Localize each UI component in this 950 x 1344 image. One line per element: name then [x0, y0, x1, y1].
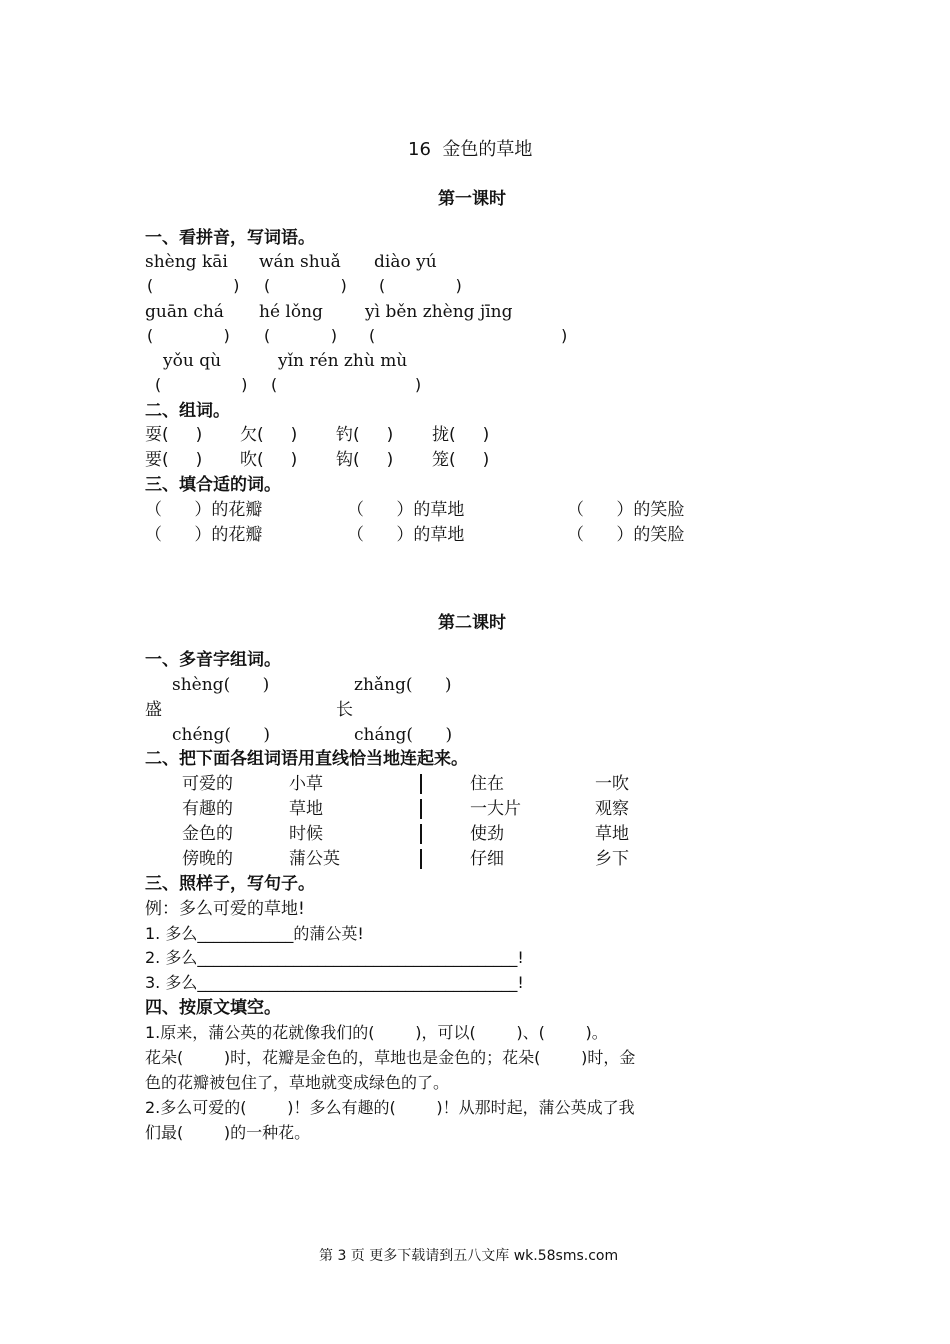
match-word: 可爱的	[182, 774, 233, 794]
pinyin: yǐn rén zhù mù	[278, 351, 408, 371]
cloze-line: 们最( )的一种花。	[145, 1123, 311, 1142]
word-item: 吹( )	[240, 450, 298, 470]
pinyin: yì běn zhèng jīng	[365, 302, 513, 322]
match-word: 仔细	[470, 849, 504, 869]
phrase-item: （ ）的草地	[347, 525, 465, 545]
polyphone-char: 长	[336, 700, 353, 720]
word-item: 钓( )	[336, 425, 394, 445]
phrase-item: （ ）的花瓣	[145, 525, 263, 545]
l2-s4-heading: 四、按原文填空。	[145, 998, 281, 1018]
page-footer: 第 3 页 更多下载请到五八文库 wk.58sms.com	[319, 1248, 619, 1264]
match-word: 金色的	[182, 824, 233, 844]
phrase-item: （ ）的笑脸	[567, 525, 685, 545]
l1-s3-heading: 三、填合适的词。	[145, 475, 281, 495]
word-item: 欠( )	[240, 425, 298, 445]
word-item: 钩( )	[336, 450, 394, 470]
match-word: 草地	[289, 799, 323, 819]
match-word: 蒲公英	[289, 849, 340, 869]
cloze-line: 色的花瓣被包住了，草地就变成绿色的了。	[145, 1073, 450, 1092]
match-word: 使劲	[470, 824, 504, 844]
word-item: 耍( )	[145, 425, 203, 445]
l2-s2-heading: 二、把下面各组词语用直线恰当地连起来。	[145, 749, 468, 769]
answer-blank: ( )	[153, 375, 250, 394]
polyphone-pinyin: chéng( )	[172, 725, 271, 745]
pinyin: hé lǒng	[259, 302, 323, 322]
lesson2-heading: 第二课时	[438, 613, 506, 633]
sentence-question: 1. 多么____________的蒲公英!	[145, 924, 364, 943]
pinyin: yǒu qù	[163, 351, 222, 371]
column-divider	[420, 799, 422, 819]
l2-s3-heading: 三、照样子，写句子。	[145, 874, 315, 894]
word-item: 笼( )	[432, 450, 490, 470]
polyphone-pinyin: shèng( )	[172, 675, 270, 695]
cloze-line: 花朵( )时，花瓣是金色的，草地也是金色的；花朵( )时，金	[145, 1048, 636, 1067]
match-word: 一大片	[470, 799, 521, 819]
phrase-item: （ ）的草地	[347, 500, 465, 520]
match-word: 有趣的	[182, 799, 233, 819]
pinyin: guān chá	[145, 302, 224, 322]
word-item: 拢( )	[432, 425, 490, 445]
match-word: 草地	[595, 824, 629, 844]
sentence-question: 3. 多么________________________________________!	[145, 973, 524, 992]
answer-blank: ( )	[145, 276, 242, 295]
example-sentence: 例：多么可爱的草地!	[145, 899, 305, 919]
match-word: 傍晚的	[182, 849, 233, 869]
match-word: 小草	[289, 774, 323, 794]
answer-blank: ( )	[367, 326, 570, 345]
answer-blank: ( )	[377, 276, 464, 295]
answer-blank: ( )	[262, 276, 349, 295]
answer-blank: ( )	[269, 375, 424, 394]
pinyin: diào yú	[374, 252, 437, 272]
l1-s2-heading: 二、组词。	[145, 401, 230, 421]
lesson1-heading: 第一课时	[438, 189, 506, 209]
match-word: 时候	[289, 824, 323, 844]
match-word: 一吹	[595, 774, 629, 794]
column-divider	[420, 774, 422, 794]
sentence-question: 2. 多么________________________________________!	[145, 948, 524, 967]
pinyin: shèng kāi	[145, 252, 228, 272]
phrase-item: （ ）的笑脸	[567, 500, 685, 520]
l2-s1-heading: 一、多音字组词。	[145, 650, 281, 670]
polyphone-char: 盛	[145, 700, 162, 720]
phrase-item: （ ）的花瓣	[145, 500, 263, 520]
page-title: 16 金色的草地	[408, 139, 533, 160]
polyphone-pinyin: zhǎng( )	[354, 675, 452, 695]
cloze-line: 1.原来，蒲公英的花就像我们的( )，可以( )、( )。	[145, 1023, 608, 1042]
column-divider	[420, 849, 422, 869]
l1-s1-heading: 一、看拼音，写词语。	[145, 228, 315, 248]
pinyin: wán shuǎ	[259, 252, 341, 272]
match-word: 乡下	[595, 849, 629, 869]
column-divider	[420, 824, 422, 844]
answer-blank: ( )	[145, 326, 232, 345]
match-word: 住在	[470, 774, 504, 794]
match-word: 观察	[595, 799, 629, 819]
word-item: 要( )	[145, 450, 203, 470]
polyphone-pinyin: cháng( )	[354, 725, 453, 745]
cloze-line: 2.多么可爱的( )！多么有趣的( )！从那时起，蒲公英成了我	[145, 1098, 635, 1117]
answer-blank: ( )	[262, 326, 340, 345]
